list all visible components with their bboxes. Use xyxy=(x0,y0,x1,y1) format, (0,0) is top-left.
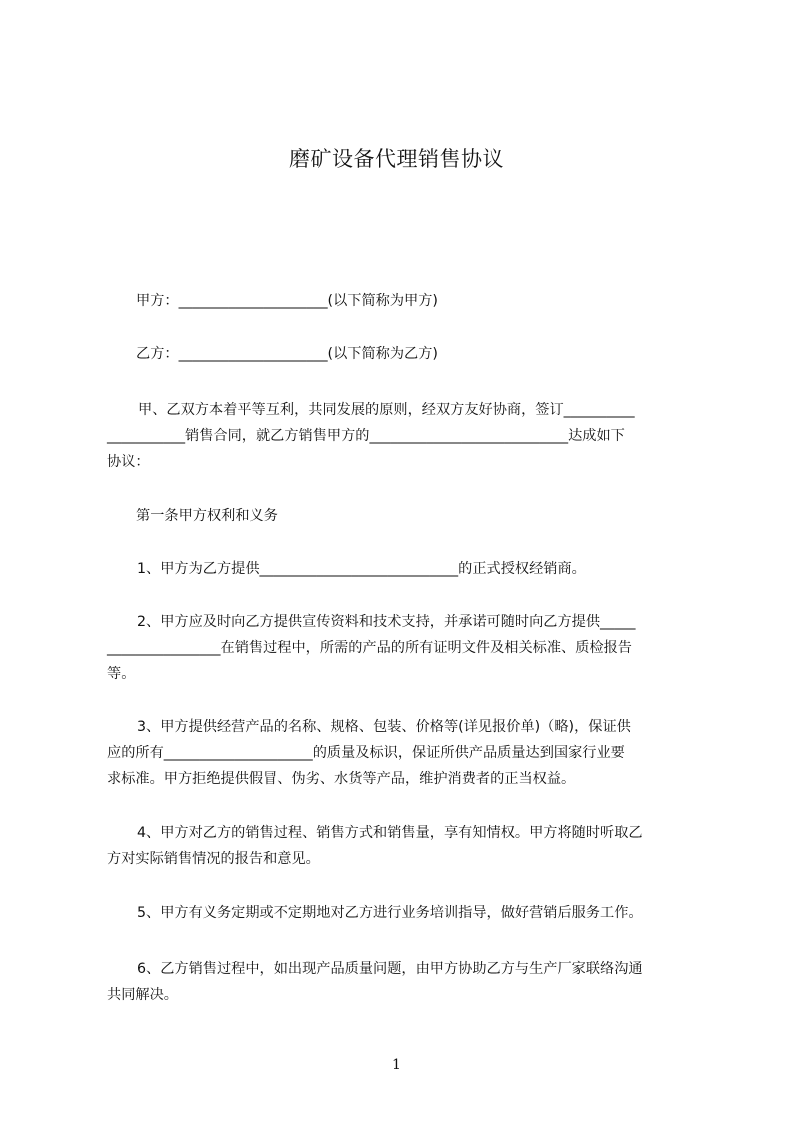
clause-2-line-3: 等。 xyxy=(107,666,136,682)
intro-line-3: 协议： xyxy=(107,454,150,470)
clause-1-line-1: 1、甲方为乙方提供____________________________的正式授权经销商。 xyxy=(137,561,586,577)
clause-6-line-1: 6、乙方销售过程中，如出现产品质量问题，由甲方协助乙方与生产厂家联络沟通 xyxy=(137,961,643,977)
intro-line-1: 甲、乙双方本着平等互利，共同发展的原则，经双方友好协商，签订__________ xyxy=(138,402,635,418)
party-b-line: 乙方：_____________________(以下简称为乙方) xyxy=(136,346,438,362)
article-1-heading: 第一条甲方权利和义务 xyxy=(136,508,278,524)
intro-line-2: ___________销售合同，就乙方销售甲方的____________________________达成如下 xyxy=(107,428,625,444)
document-title: 磨矿设备代理销售协议 xyxy=(289,147,504,171)
clause-3-line-1: 3、甲方提供经营产品的名称、规格、包装、价格等(详见报价单)（略)，保证供 xyxy=(137,719,631,735)
party-a-line: 甲方：_____________________(以下简称为甲方) xyxy=(136,293,438,309)
clause-5-line-1: 5、甲方有义务定期或不定期地对乙方进行业务培训指导，做好营销后服务工作。 xyxy=(137,905,643,921)
clause-2-line-2: ________________在销售过程中，所需的产品的所有证明文件及相关标准、质检报告 xyxy=(107,640,632,656)
clause-4-line-2: 方对实际销售情况的报告和意见。 xyxy=(107,851,320,867)
clause-2-line-1: 2、甲方应及时向乙方提供宣传资料和技术支持，并承诺可随时向乙方提供_____ xyxy=(137,614,636,630)
clause-6-line-2: 共同解决。 xyxy=(107,987,178,1003)
page-number: 1 xyxy=(392,1057,401,1073)
clause-3-line-3: 求标准。甲方拒绝提供假冒、伪劣、水货等产品，维护消费者的正当权益。 xyxy=(107,771,576,787)
clause-3-line-2: 应的所有_____________________的质量及标识，保证所供产品质量达到国家行业要 xyxy=(107,745,625,761)
clause-4-line-1: 4、甲方对乙方的销售过程、销售方式和销售量，享有知情权。甲方将随时听取乙 xyxy=(137,825,643,841)
